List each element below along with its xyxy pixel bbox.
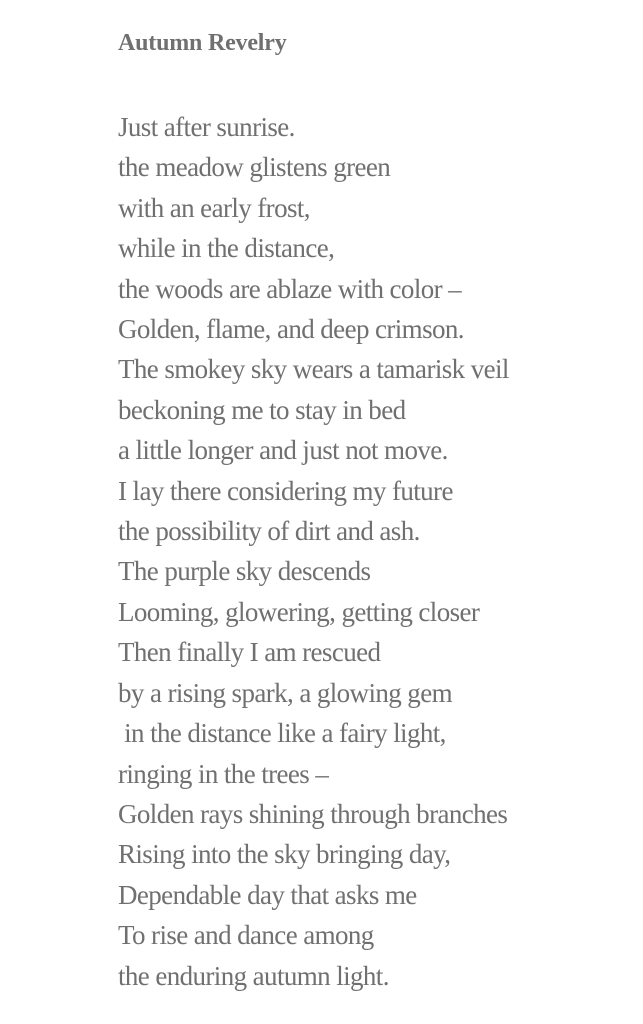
poem-line: To rise and dance among	[118, 920, 374, 951]
poem-line: a little longer and just not move.	[118, 435, 448, 466]
poem-line: Golden rays shining through branches	[118, 798, 508, 829]
poem-line: the enduring autumn light.	[118, 960, 389, 991]
poem-line: the woods are ablaze with color –	[118, 273, 462, 304]
poem-line: by a rising spark, a glowing gem	[118, 677, 452, 708]
poem-line: the meadow glistens green	[118, 152, 391, 183]
poem	[118, 26, 633, 996]
poem-line: beckoning me to stay in bed	[118, 394, 406, 425]
poem-line: Looming, glowering, getting closer	[118, 596, 480, 627]
poem-line: Dependable day that asks me	[118, 879, 417, 910]
poem-line: Just after sunrise.	[118, 112, 295, 142]
poem-line: the possibility of dirt and ash.	[118, 516, 420, 547]
poem-line: Rising into the sky bringing day,	[118, 839, 451, 870]
poem-line: in the distance like a fairy light,	[118, 718, 446, 749]
poem-line: The purple sky descends	[118, 556, 371, 587]
poem-title: Autumn Revelry	[118, 30, 287, 56]
poem-line: I lay there considering my future	[118, 475, 453, 506]
poem-body	[118, 107, 633, 996]
poem-line: The smokey sky wears a tamarisk veil	[118, 354, 509, 385]
poem-line: Golden, flame, and deep crimson.	[118, 314, 464, 345]
poem-line: with an early frost,	[118, 192, 310, 223]
poem-line: while in the distance,	[118, 233, 335, 264]
poem-line: ringing in the trees –	[118, 758, 329, 789]
poem-line: Then finally I am rescued	[118, 637, 381, 668]
